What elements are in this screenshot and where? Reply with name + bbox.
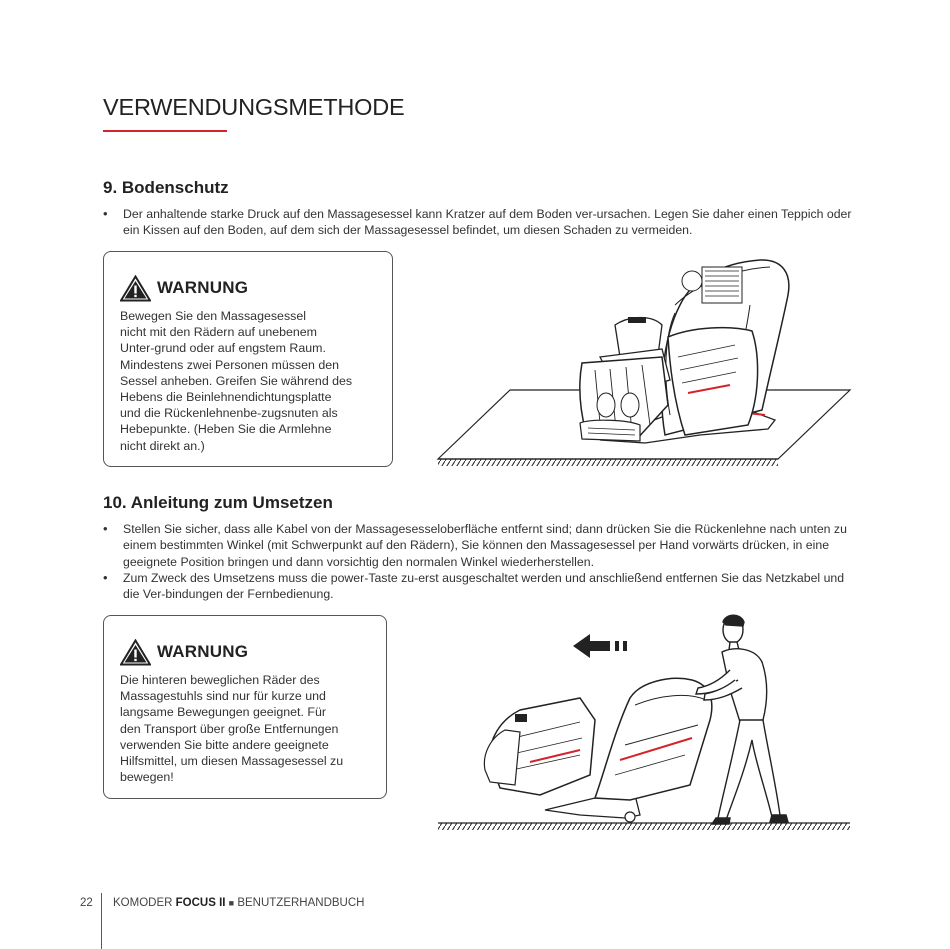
- footer-model: FOCUS II: [175, 897, 226, 909]
- bullet-list-umsetzen: [103, 521, 853, 602]
- bullet-list-bodenschutz: [103, 206, 853, 239]
- warning-line: Hebens die Beinlehnendichtungsplatte: [120, 390, 332, 405]
- warning-line: Massagestuhls sind nur für kurze und: [120, 689, 326, 704]
- warning-title: WARNUNG: [157, 278, 249, 297]
- page-number: 22: [80, 897, 93, 909]
- warning-line: Die hinteren beweglichen Räder des: [120, 673, 320, 687]
- footer-divider: [101, 893, 102, 949]
- man-moving-chair-illustration: [430, 610, 855, 835]
- footer-brand-name: KOMODER: [113, 897, 173, 909]
- warning-line: Hilfsmittel, um diesen Massagesessel zu: [120, 754, 344, 769]
- footer-doc-title: BENUTZERHANDBUCH: [237, 897, 365, 909]
- section-heading-bodenschutz: 9. Bodenschutz: [103, 178, 229, 197]
- list-item: • Zum Zweck des Umsetzens muss die power-Taste zu-erst ausgeschaltet werden und anschließend entfernen Sie das Netzkabel und die Ver-bindungen der Fernbedienung.: [103, 570, 853, 603]
- list-item: • Der anhaltende starke Druck auf den Massagesessel kann Kratzer auf dem Boden ver-ursachen. Legen Sie daher einen Teppich oder ein Kissen auf den Boden, auf dem sich der Massagesessel befindet, um diesen Schaden zu vermeiden.: [103, 206, 853, 239]
- warning-text: [120, 308, 352, 454]
- footer-separator: ■: [228, 898, 235, 908]
- title-underline: [103, 130, 227, 132]
- warning-triangle-icon: [120, 275, 151, 302]
- warning-header: [120, 638, 248, 666]
- warning-line: Bewegen Sie den Massagesessel: [120, 309, 306, 323]
- warning-line: Unter-grund oder auf engstem Raum.: [120, 341, 326, 356]
- warning-box-bodenschutz: [103, 251, 393, 467]
- warning-line: nicht mit den Rädern auf unebenem: [120, 325, 317, 340]
- section-heading-umsetzen: 10. Anleitung zum Umsetzen: [103, 493, 333, 512]
- page-title: VERWENDUNGSMETHODE: [103, 94, 405, 120]
- warning-line: den Transport über große Entfernungen: [120, 721, 339, 736]
- massage-chair-on-carpet-illustration: [430, 245, 855, 470]
- warning-triangle-icon: [120, 639, 151, 666]
- warning-line: Sessel anheben. Greifen Sie während des: [120, 373, 353, 388]
- warning-line: und die Rückenlehnenbe-zugsnuten als: [120, 406, 338, 421]
- warning-line: langsame Bewegungen geeignet. Für: [120, 705, 326, 720]
- warning-line: verwenden Sie bitte andere geeignete: [120, 737, 329, 752]
- warning-line: nicht direkt an.): [120, 438, 205, 453]
- warning-text: [120, 672, 343, 785]
- footer-brand: [113, 897, 364, 909]
- warning-header: [120, 274, 248, 302]
- list-item: • Stellen Sie sicher, dass alle Kabel von der Massagesesseloberfläche entfernt sind; dann drücken Sie die Rückenlehne nach unten zu einem bestimmten Winkel (mit Schwerpunkt auf den Rädern), Sie können den Massagesessel per Hand vorwärts drücken, in eine geeignete Position bringen und dann vorsichtig den normalen Winkel wiederherstellen.: [103, 521, 853, 570]
- warning-line: bewegen!: [120, 770, 174, 785]
- warning-title: WARNUNG: [157, 642, 249, 661]
- arrow-left-icon: [573, 634, 627, 658]
- warning-line: Mindestens zwei Personen müssen den: [120, 357, 340, 372]
- warning-line: Hebepunkte. (Heben Sie die Armlehne: [120, 422, 332, 437]
- warning-box-umsetzen: [103, 615, 387, 799]
